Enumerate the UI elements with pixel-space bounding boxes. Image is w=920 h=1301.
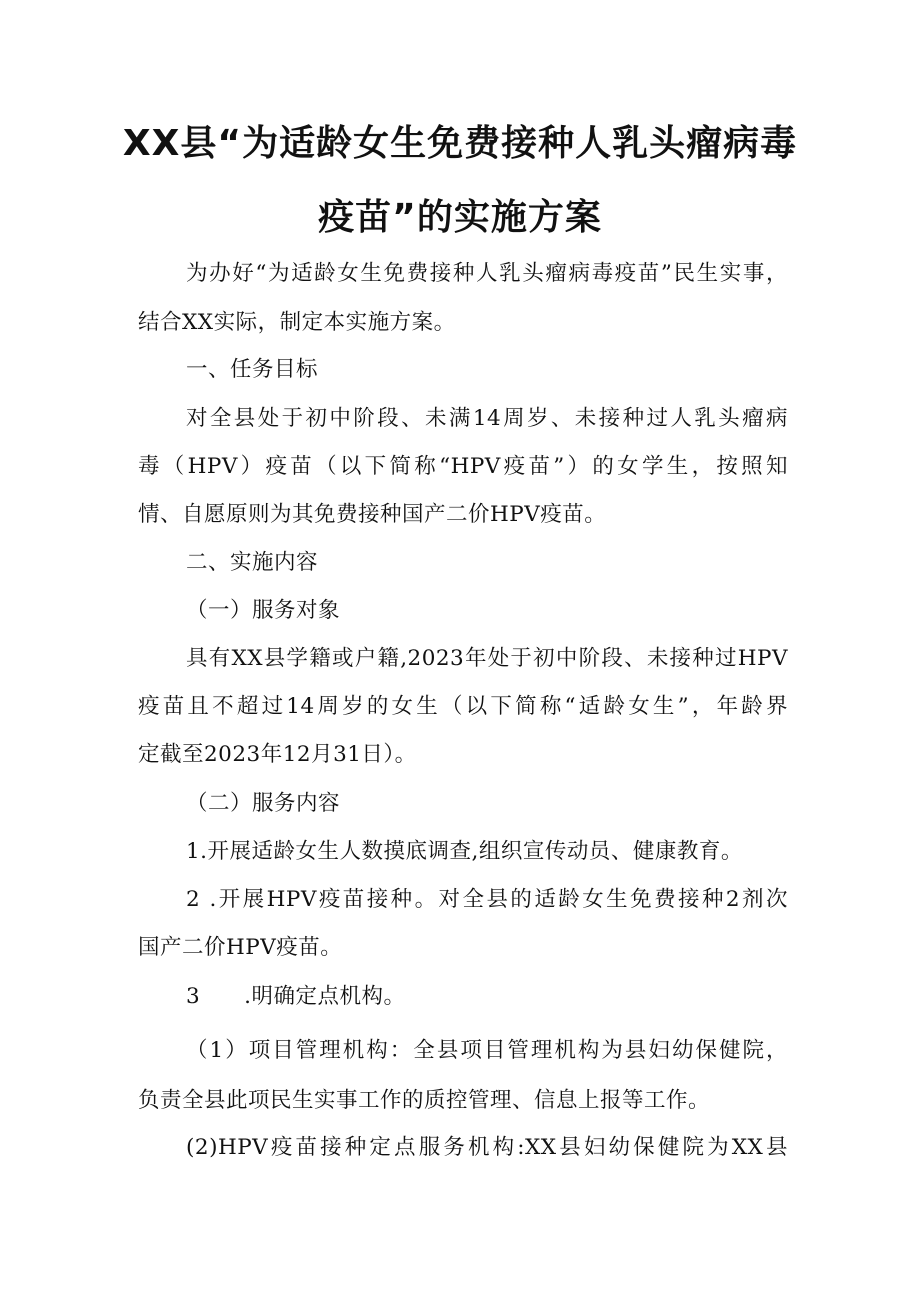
document-title-line-1: XX县“为适龄女生免费接种人乳头瘤病毒 bbox=[122, 123, 798, 164]
document-title-line-2: 疫苗”的实施方案 bbox=[318, 197, 602, 238]
section-heading: 二、实施内容 bbox=[186, 550, 319, 575]
list-item: 3 .明确定点机构。 bbox=[186, 984, 406, 1009]
paragraph-line: 结合XX实际，制定本实施方案。 bbox=[138, 310, 456, 335]
subsection-heading: （一）服务对象 bbox=[186, 598, 341, 623]
list-item: 1.开展适龄女生人数摸底调查,组织宣传动员、健康教育。 bbox=[186, 839, 743, 864]
paragraph-line: 为办好“为适龄女生免费接种人乳头瘤病毒疫苗”民生实事， bbox=[186, 261, 788, 286]
paragraph-line: 疫苗且不超过14周岁的女生（以下简称“适龄女生”，年龄界 bbox=[138, 694, 788, 719]
paragraph-line: 对全县处于初中阶段、未满14周岁、未接种过人乳头瘤病 bbox=[186, 406, 788, 431]
list-item: (2)HPV疫苗接种定点服务机构:XX县妇幼保健院为XX县 bbox=[186, 1135, 788, 1160]
list-item: （1）项目管理机构：全县项目管理机构为县妇幼保健院， bbox=[186, 1038, 788, 1063]
subsection-heading: （二）服务内容 bbox=[186, 791, 341, 816]
paragraph-line: 定截至2023年12月31日）。 bbox=[138, 742, 417, 767]
paragraph-line: 具有XX县学籍或户籍,2023年处于初中阶段、未接种过HPV bbox=[186, 646, 788, 671]
paragraph-line: 毒（HPV）疫苗（以下简称“HPV疫苗”）的女学生，按照知 bbox=[138, 454, 788, 479]
section-heading: 一、任务目标 bbox=[186, 357, 319, 382]
list-item: 2 .开展HPV疫苗接种。对全县的适龄女生免费接种2剂次 bbox=[186, 887, 788, 912]
paragraph-line: 负责全县此项民生实事工作的质控管理、信息上报等工作。 bbox=[138, 1088, 711, 1113]
paragraph-line: 情、自愿原则为其免费接种国产二价HPV疫苗。 bbox=[138, 502, 607, 527]
paragraph-line: 国产二价HPV疫苗。 bbox=[138, 935, 343, 960]
